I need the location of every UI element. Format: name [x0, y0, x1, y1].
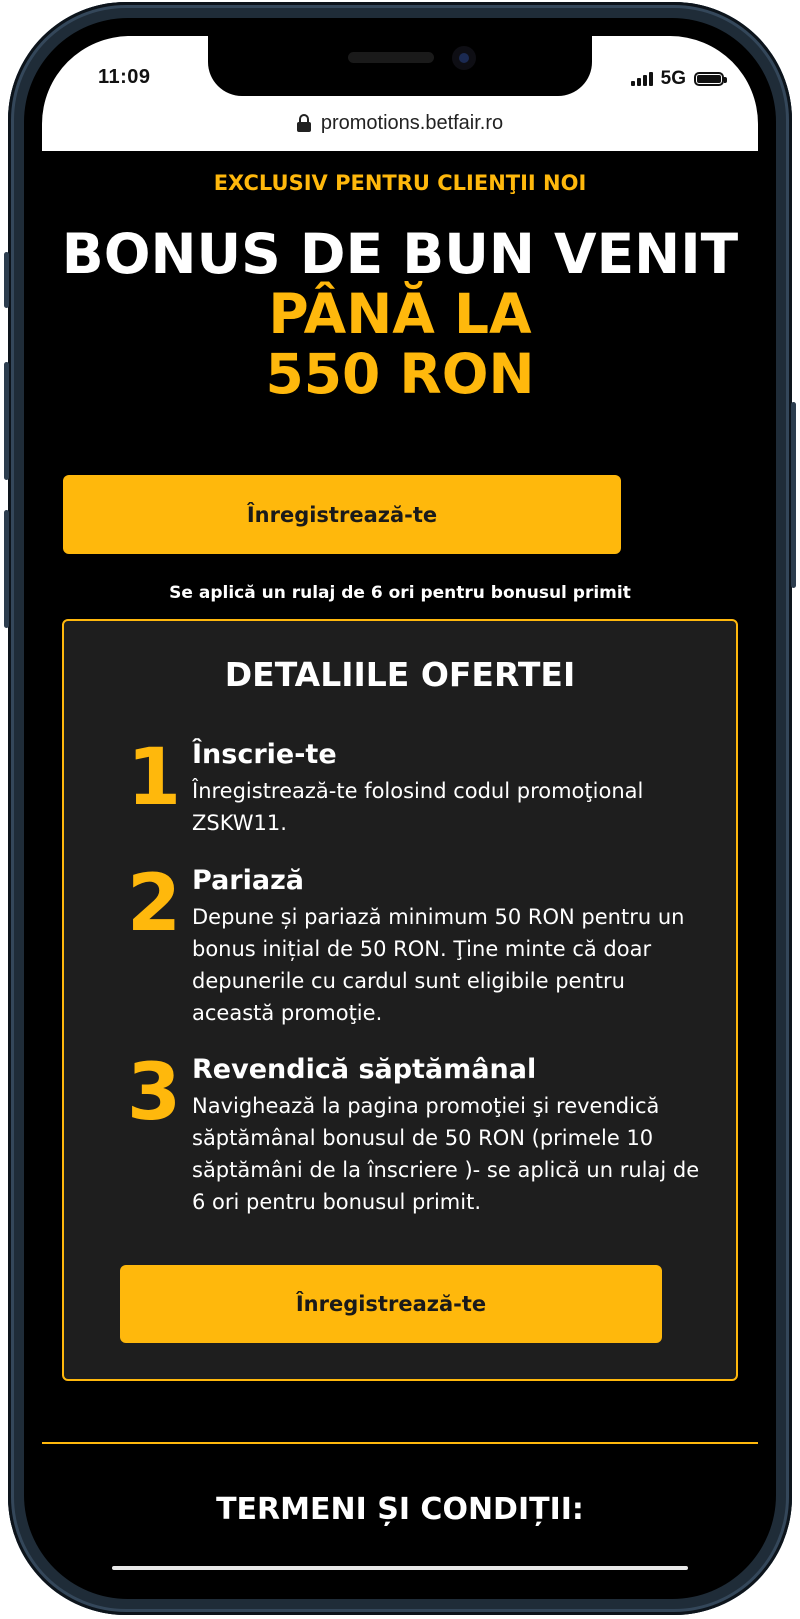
- section-divider: [42, 1442, 758, 1444]
- offer-title: DETALIILE OFERTEI: [224, 655, 576, 694]
- step-description: Navighează la pagina promoţiei şi revendică săptămânal bonusul de 50 RON (primele 10 săptămâni de la înscriere )- se aplică un rulaj de 6 ori pentru bonusul primit.: [192, 1094, 700, 1214]
- register-button-top[interactable]: Înregistrează-te: [63, 475, 621, 554]
- side-button-volume-up: [4, 362, 9, 480]
- notch: [208, 36, 592, 96]
- speaker-grille: [348, 52, 434, 63]
- address-bar[interactable]: [42, 108, 758, 138]
- network-type: 5G: [660, 68, 686, 89]
- rollover-note: Se aplică un rulaj de 6 ori pentru bonusul primit: [169, 583, 631, 603]
- url-text[interactable]: promotions.betfair.ro: [320, 111, 504, 134]
- eyebrow-text: EXCLUSIV PENTRU CLIENŢII NOI: [213, 171, 587, 195]
- side-button-silent: [4, 252, 9, 308]
- step-title: Revendică săptămânal: [192, 1054, 537, 1085]
- status-time: 11:09: [98, 66, 151, 88]
- promo-headline: [42, 224, 758, 404]
- side-button-power: [791, 402, 796, 588]
- status-indicators: [631, 68, 724, 90]
- step-description: Depune și pariază minimum 50 RON pentru un bonus inițial de 50 RON. Ţine minte că doar depunerile cu cardul sunt eligibile pentru această promoţie.: [192, 905, 685, 1025]
- step-number: 3: [126, 1048, 182, 1138]
- signal-bars-icon: [631, 72, 653, 86]
- lock-icon: [297, 114, 311, 132]
- step-title: Pariază: [192, 865, 305, 896]
- side-button-volume-down: [4, 510, 9, 628]
- battery-icon: [694, 72, 724, 86]
- step-number: 1: [126, 733, 182, 823]
- headline-line-3: 550 RON: [265, 342, 535, 406]
- front-camera-icon: [452, 46, 476, 70]
- offer-details-card: [62, 619, 738, 1381]
- phone-screen: [42, 36, 758, 1580]
- step-description: Înregistrează-te folosind codul promoţional ZSKW11.: [192, 779, 644, 835]
- step-number: 2: [126, 859, 182, 949]
- headline-line-2: PÂNĂ LA: [268, 282, 532, 346]
- terms-title[interactable]: TERMENI ȘI CONDIȚII:: [216, 1492, 584, 1527]
- terms-divider: [112, 1566, 688, 1570]
- register-button-bottom[interactable]: Înregistrează-te: [120, 1265, 662, 1343]
- headline-line-1: BONUS DE BUN VENIT: [61, 222, 739, 286]
- step-title: Înscrie-te: [192, 739, 337, 770]
